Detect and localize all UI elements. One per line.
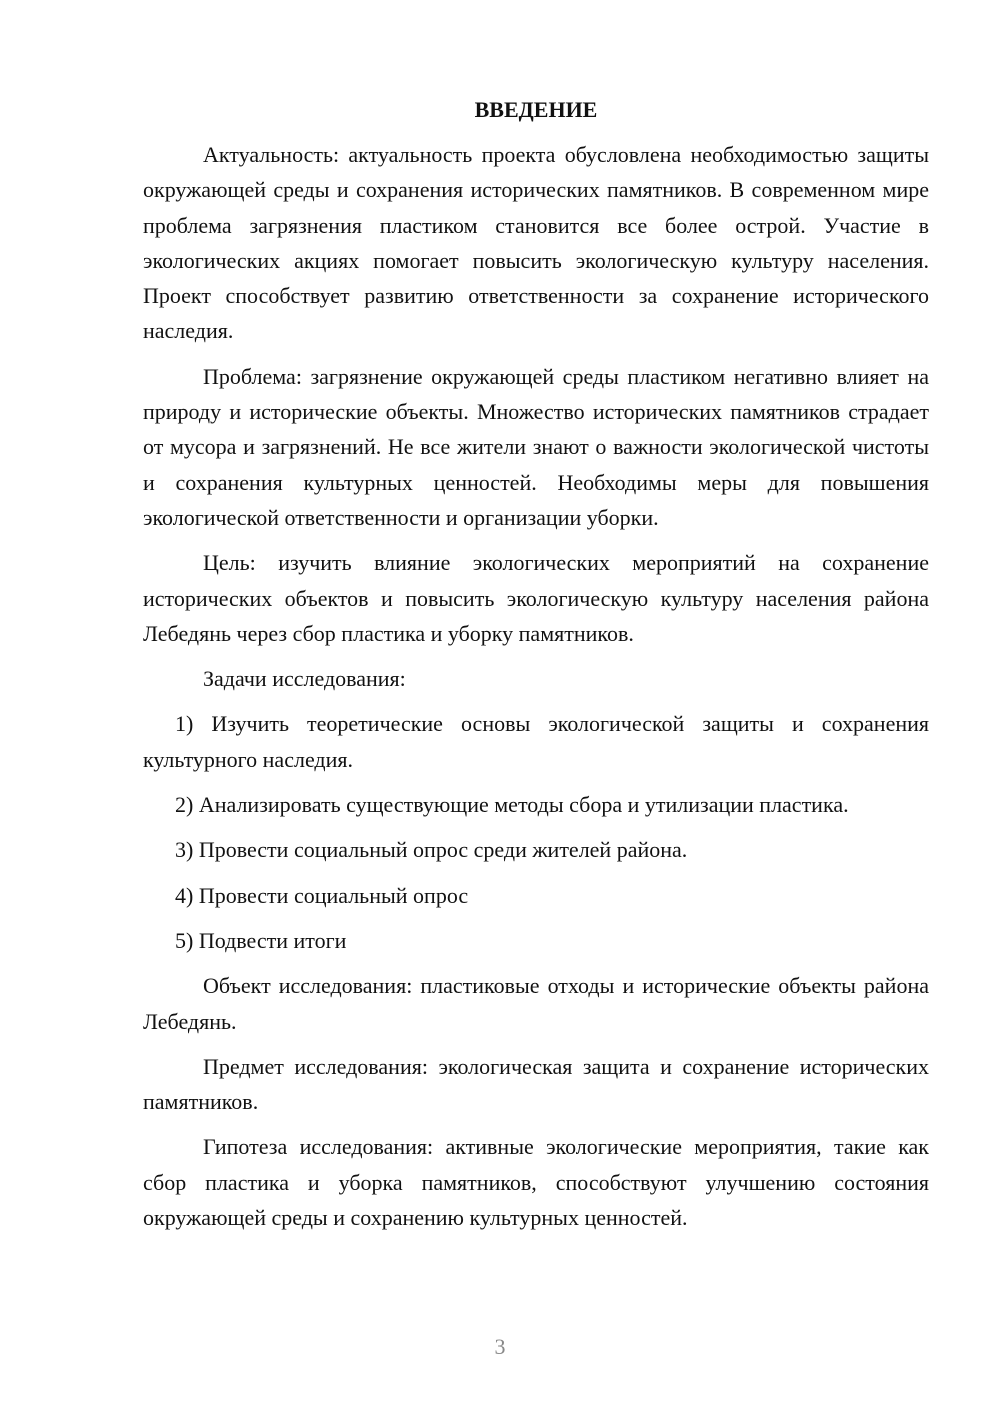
paragraph-relevance: Актуальность: актуальность проекта обусловлена необходимостью защиты окружающей среды и сохранения исторических памятников. В современном мире проблема загрязнения пластиком становится все более острой. Участие в экологических акциях помогает повысить экологическую культуру населения. Проект способствует развитию ответственности за сохранение исторического наследия. [143, 142, 929, 344]
task-item-5: 5) Подвести итоги [175, 927, 347, 953]
task-item-3: 3) Провести социальный опрос среди жителей района. [175, 837, 688, 863]
section-title: ВВЕДЕНИЕ [474, 97, 598, 122]
task-item-4: 4) Провести социальный опрос [175, 882, 469, 908]
paragraph-problem: Проблема: загрязнение окружающей среды пластиком негативно влияет на природу и исторические объекты. Множество исторических памятников страдает от мусора и загрязнений. Не все жители знают о важности экологической чистоты и сохранения культурных ценностей. Необходимы меры для повышения экологической ответственности и организации уборки. [143, 363, 929, 530]
paragraph-tasks-heading: Задачи исследования: [203, 666, 406, 692]
paragraph-object: Объект исследования: пластиковые отходы и исторические объекты района Лебедянь. [143, 973, 929, 1034]
paragraph-subject: Предмет исследования: экологическая защита и сохранение исторических памятников. [143, 1053, 929, 1115]
document-body [143, 92, 929, 1235]
paragraph-hypothesis: Гипотеза исследования: активные экологические мероприятия, такие как сбор пластика и уборка памятников, способствуют улучшению состояния окружающей среды и сохранению культурных ценностей. [143, 1134, 929, 1231]
paragraph-goal: Цель: изучить влияние экологических мероприятий на сохранение исторических объектов и повысить экологическую культуру населения района Лебедянь через сбор пластика и уборку памятников. [143, 550, 929, 646]
task-item-2: 2) Анализировать существующие методы сбора и утилизации пластика. [175, 792, 849, 818]
page-number: 3 [494, 1334, 506, 1359]
task-item-1: 1) Изучить теоретические основы экологической защиты и сохранения культурного наследия. [143, 711, 929, 772]
